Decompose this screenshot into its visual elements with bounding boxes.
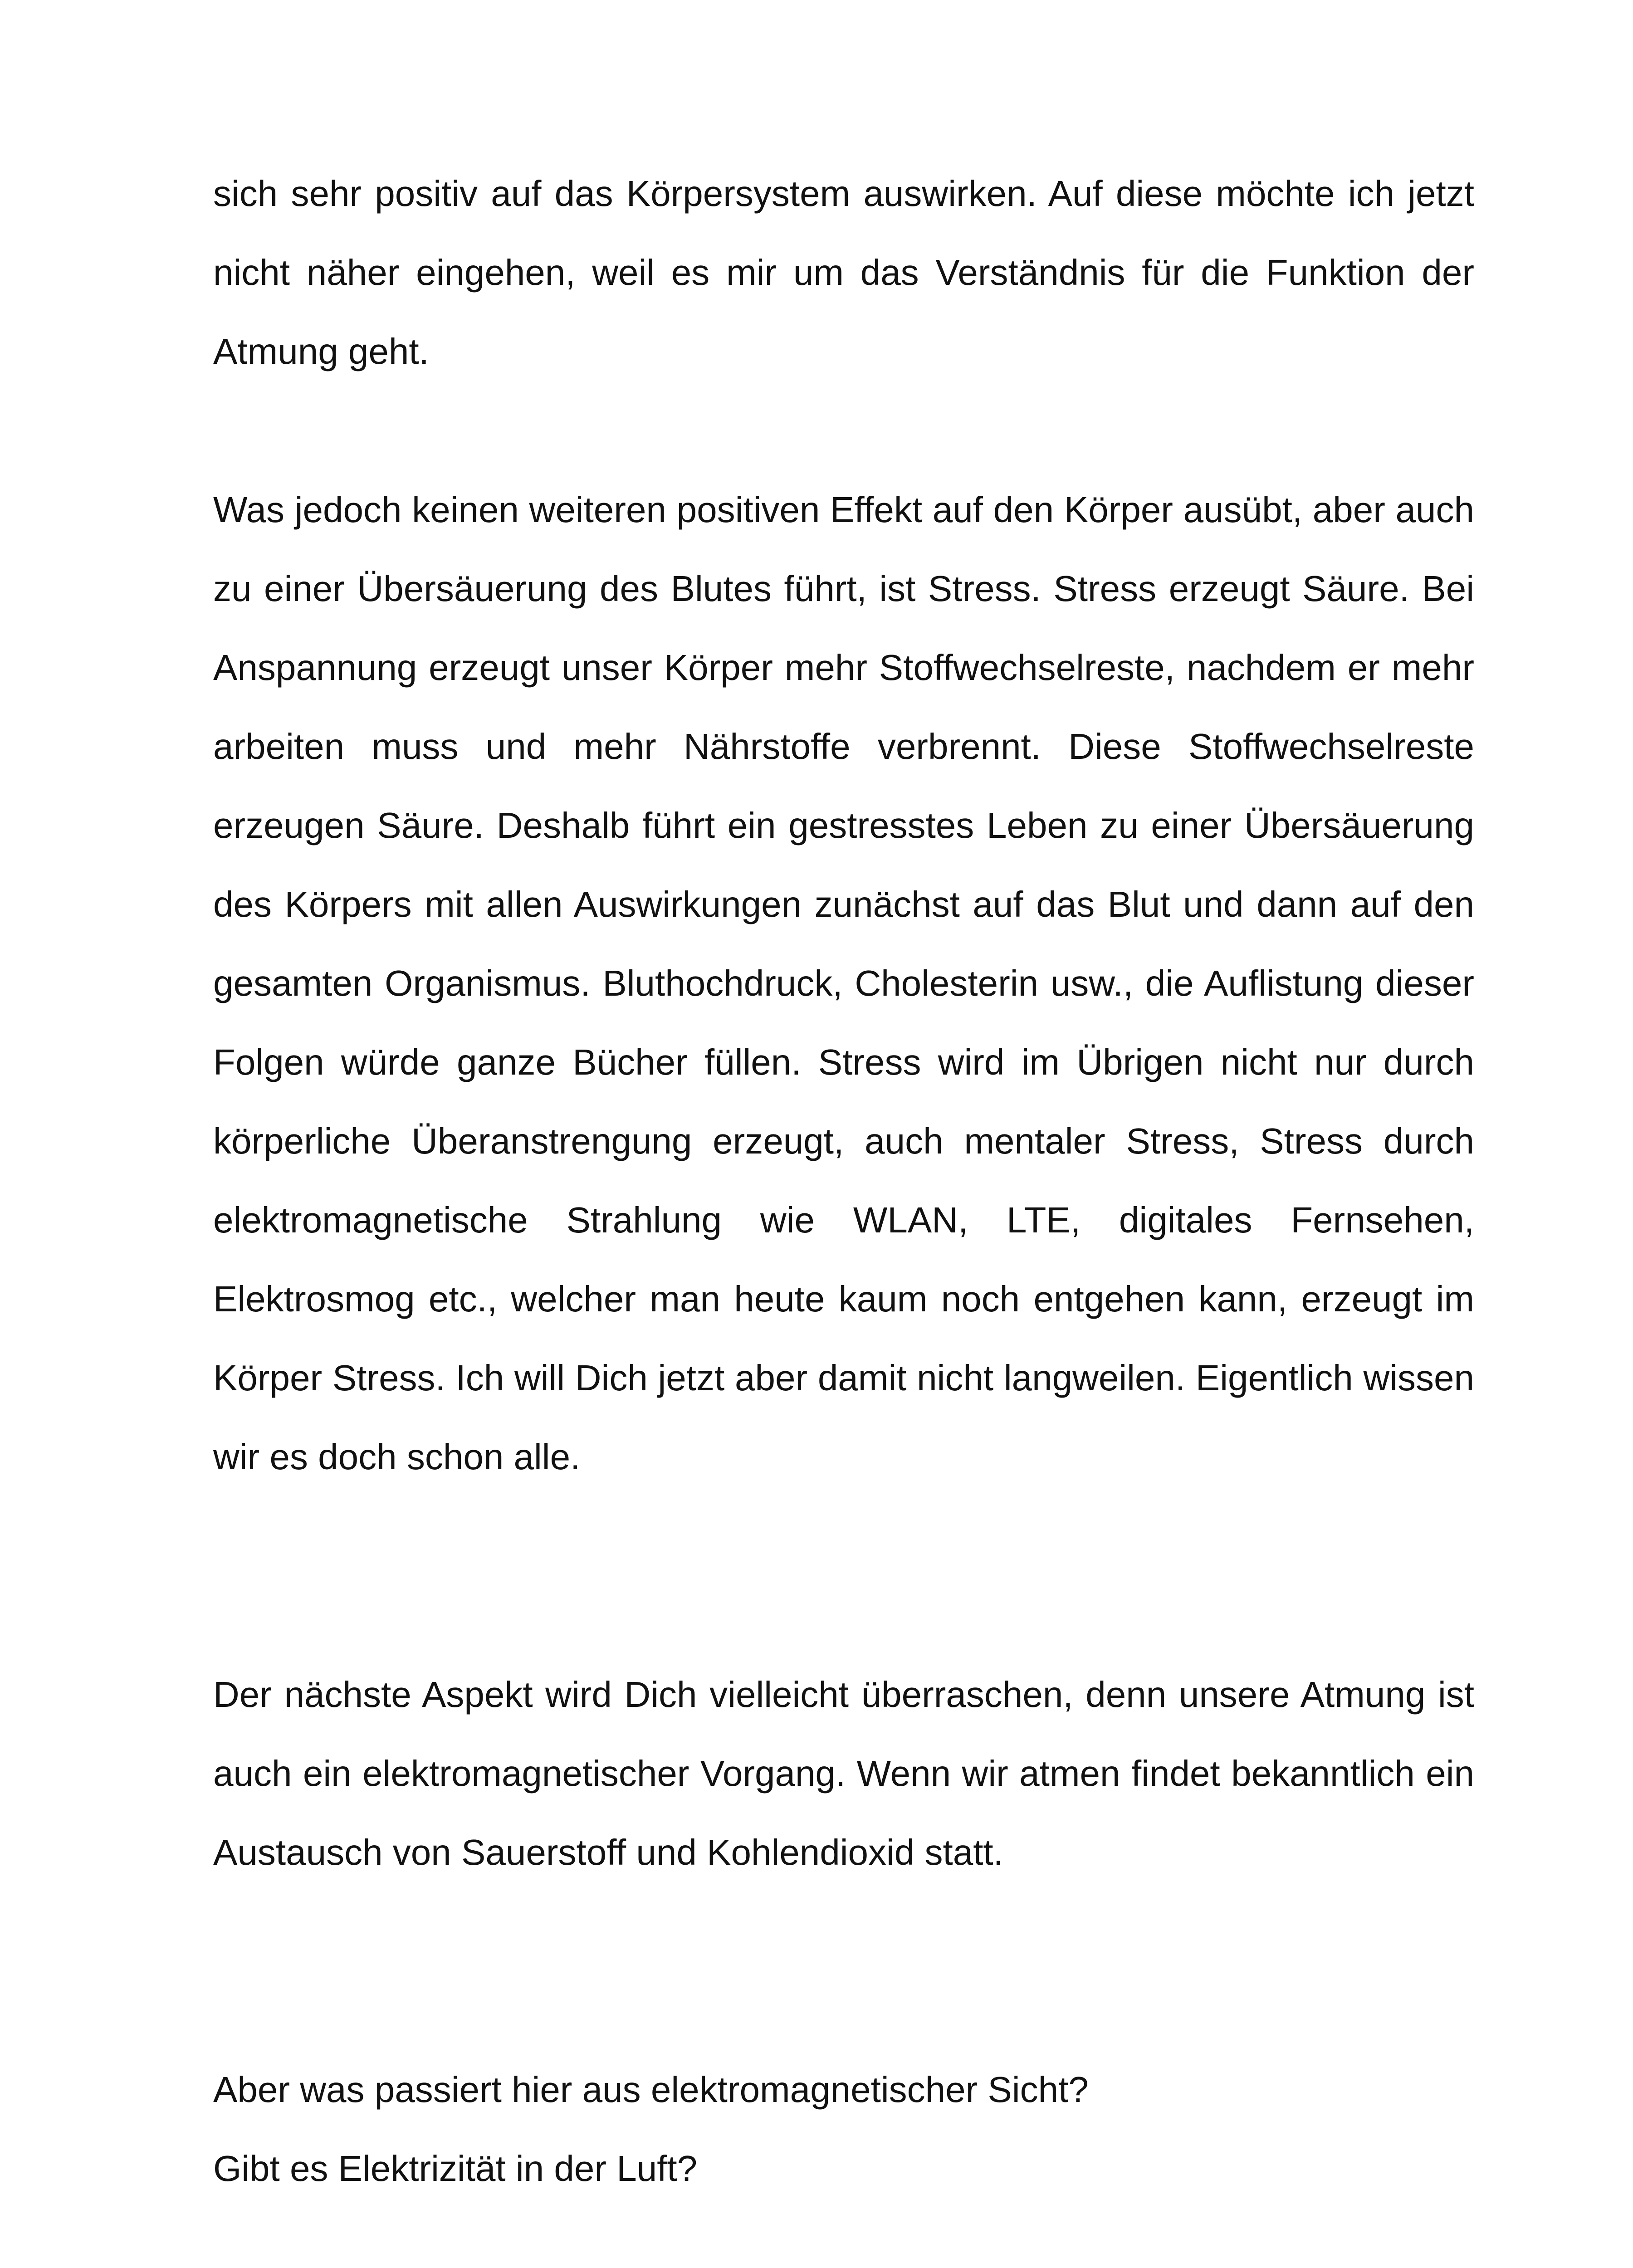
paragraph-3: Der nächste Aspekt wird Dich vielleicht überraschen, denn unsere Atmung ist auch ein elektromagnetischer Vorgang. Wenn wir atmen findet bekanntlich ein Austausch von Sauerstoff und Kohlendioxid statt. [213,1674,1474,1872]
paragraph-2: Was jedoch keinen weiteren positiven Effekt auf den Körper ausübt, aber auch zu einer Übersäuerung des Blutes führt, ist Stress. Stress erzeugt Säure. Bei Anspannung erzeugt unser Körper mehr Stoffwechselreste, nachdem er mehr arbeiten muss und mehr Nährstoffe verbrennt. Diese Stoffwechselreste erzeugen Säure. Deshalb führt ein gestresstes Leben zu einer Übersäuerung des Körpers mit allen Auswirkungen zunächst auf das Blut und dann auf den gesamten Organismus. Bluthochdruck, Cholesterin usw., die Auflistung dieser Folgen würde ganze Bücher füllen. Stress wird im Übrigen nicht nur durch körperliche Überanstrengung erzeugt, auch mentaler Stress, Stress durch elektromagnetische Strahlung wie WLAN, LTE, digitales Fernsehen, Elektrosmog etc., welcher man heute kaum noch entgehen kann, erzeugt im Körper Stress. Ich will Dich jetzt aber damit nicht langweilen. Eigentlich wissen wir es doch schon alle. [213,489,1474,1477]
paragraph-1: sich sehr positiv auf das Körpersystem auswirken. Auf diese möchte ich jetzt nicht näher eingehen, weil es mir um das Verständnis für die Funktion der Atmung geht. [213,173,1474,371]
question-line-1: Aber was passiert hier aus elektromagnetischer Sicht? [213,2069,1089,2110]
question-line-2: Gibt es Elektrizität in der Luft? [213,2148,698,2189]
